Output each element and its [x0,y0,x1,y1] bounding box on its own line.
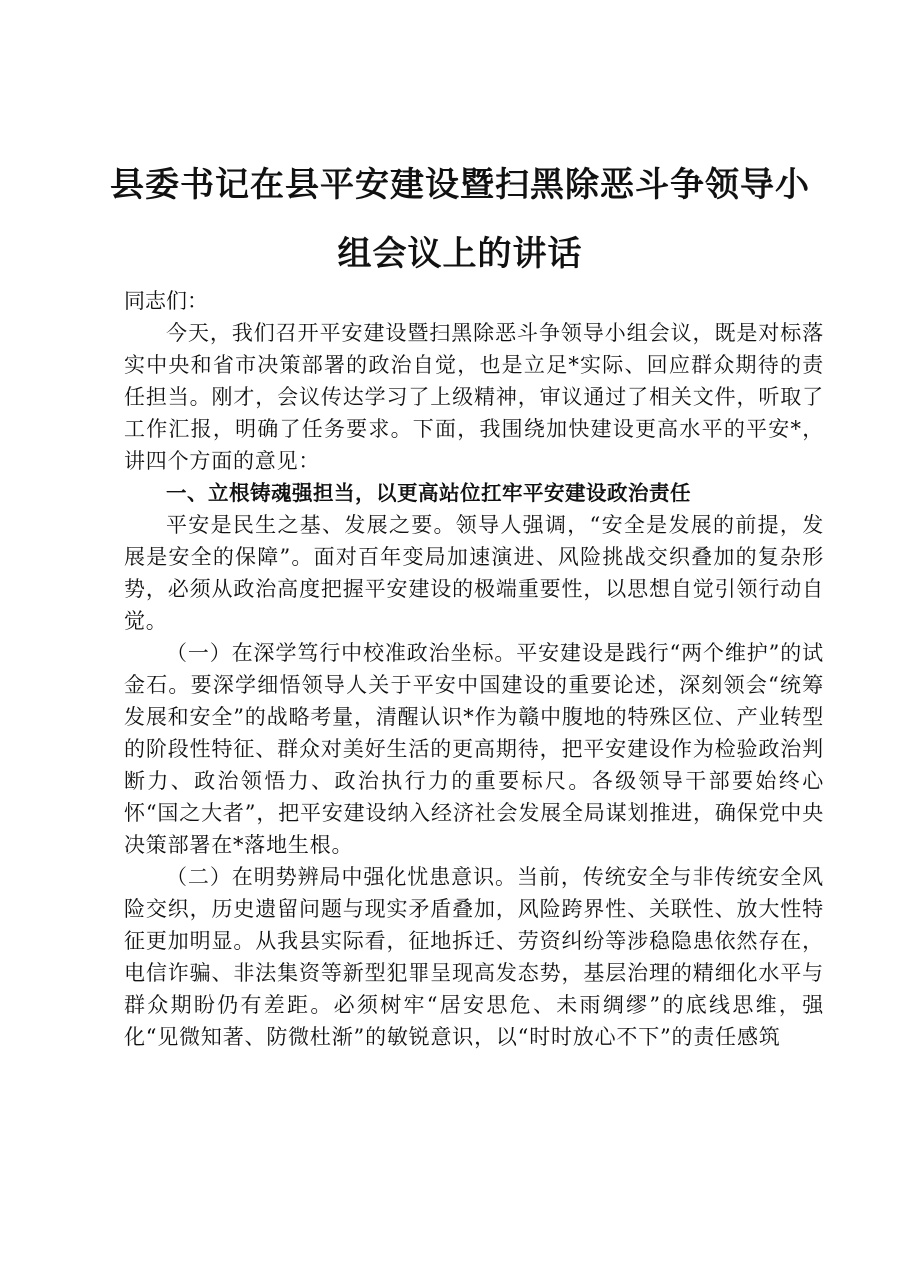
subsection-1-paragraph [124,637,824,861]
subsection-2-heading: （二）在明势辨局中强化忧患意识。 [166,865,517,889]
section-1-intro-paragraph: 平安是民生之基、发展之要。领导人强调，“安全是发展的前提，发展是安全的保障”。面对百年变局加速演进、风险挑战交织叠加的复杂形势，必须从政治高度把握平安建设的极端重要性，以思想自觉引领行动自觉。 [124,513,824,633]
document-title-line-2: 组会议上的讲话 [337,234,583,274]
subsection-1-heading: （一）在深学笃行中校准政治坐标。 [166,641,517,665]
document-title-line-1: 县委书记在县平安建设暨扫黑除恶斗争领导小 [110,165,810,205]
intro-paragraph: 今天，我们召开平安建设暨扫黑除恶斗争领导小组会议，既是对标落实中央和省市决策部署的政治自觉，也是立足*实际、回应群众期待的责任担当。刚才，会议传达学习了上级精神，审议通过了相关文件，听取了工作汇报，明确了任务要求。下面，我围绕加快建设更高水平的平安*，讲四个方面的意见： [124,321,824,473]
salutation: 同志们： [124,289,208,313]
subsection-1-text: 平安建设是践行“两个维护”的试金石。要深学细悟领导人关于平安中国建设的重要论述，深刻领会“统筹发展和安全”的战略考量，清醒认识*作为赣中腹地的特殊区位、产业转型的阶段性特征、群众对美好生活的更高期待，把平安建设作为检验政治判断力、政治领悟力、政治执行力的重要标尺。各级领导干部要始终心怀“国之大者”，把平安建设纳入经济社会发展全局谋划推进，确保党中央决策部署在*落地生根。 [124,641,824,857]
document-body [124,285,824,1053]
subsection-2-paragraph [124,861,824,1053]
section-heading-1: 一、立根铸魂强担当，以更高站位扛牢平安建设政治责任 [166,481,691,505]
subsection-2-text: 当前，传统安全与非传统安全风险交织，历史遗留问题与现实矛盾叠加，风险跨界性、关联性、放大性特征更加明显。从我县实际看，征地拆迁、劳资纠纷等涉稳隐患依然存在，电信诈骗、非法集资等新型犯罪呈现高发态势，基层治理的精细化水平与群众期盼仍有差距。必须树牢“居安思危、未雨绸缪”的底线思维，强化“见微知著、防微杜渐”的敏锐意识，以“时时放心不下”的责任感筑 [124,865,824,1049]
